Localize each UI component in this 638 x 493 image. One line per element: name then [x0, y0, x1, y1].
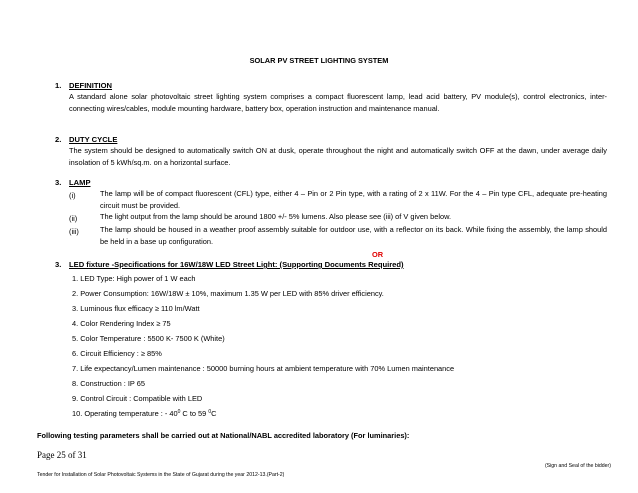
- led-spec-item: 1. LED Type: High power of 1 W each: [72, 274, 196, 283]
- led-spec-item: 2. Power Consumption: 16W/18W ± 10%, maximum 1.35 W per LED with 85% driver efficiency.: [72, 289, 384, 298]
- lamp-item-number: (ii): [69, 214, 78, 223]
- section-number: 2.: [55, 135, 62, 144]
- led-spec-item: 5. Color Temperature : 5500 K- 7500 K (White): [72, 334, 225, 343]
- duty-cycle-text: The system should be designed to automatically switch ON at dusk, operate throughout the night and automatically switch OFF at the dawn, under average daily insolation of 5 kWh/sq.m. on a horizontal surface.: [69, 146, 607, 167]
- sign-and-seal: (Sign and Seal of the bidder): [544, 463, 611, 469]
- operating-temp-suffix: C: [211, 409, 217, 418]
- testing-note: Following testing parameters shall be carried out at National/NABL accredited laboratory (For luminaries):: [37, 431, 410, 440]
- page-number: Page 25 of 31: [37, 450, 87, 460]
- lamp-item-number: (iii): [69, 227, 79, 236]
- operating-temp-mid: C to 59: [180, 409, 209, 418]
- operating-temp-prefix: 10. Operating temperature : - 40: [72, 409, 178, 418]
- led-spec-item: 6. Circuit Efficiency : ≥ 85%: [72, 349, 162, 358]
- section-heading-duty-cycle: DUTY CYCLE: [69, 135, 118, 144]
- lamp-item-text: The light output from the lamp should be around 1800 +/- 5% lumens. Also please see (iii) of V given below.: [100, 212, 452, 221]
- tender-footer: Tender for Installation of Solar Photovoltaic Systems in the State of Gujarat during the year 2012-13.(Part-2): [37, 472, 285, 478]
- or-separator: OR: [372, 250, 384, 259]
- led-spec-item: 7. Life expectancy/Lumen maintenance : 50000 burning hours at ambient temperature with 70% Lumen maintenance: [72, 364, 455, 373]
- lamp-item-text: The lamp should be housed in a weather proof assembly suitable for outdoor use, with a reflector on its back. While fixing the assembly, the lamp should be held in a base up configuration.: [100, 225, 607, 246]
- led-spec-item: 3. Luminous flux efficacy ≥ 110 lm/Watt: [72, 304, 200, 313]
- lamp-item-text: The lamp will be of compact fluorescent (CFL) type, either 4 – Pin or 2 Pin type, with a rating of 2 x 11W. For the 4 – Pin type CFL, adequate pre-heating circuit must be provided.: [100, 189, 607, 210]
- page-title: SOLAR PV STREET LIGHTING SYSTEM: [249, 56, 389, 65]
- section-heading-lamp: LAMP: [69, 178, 91, 187]
- section-heading-led: LED fixture -Specifications for 16W/18W LED Street Light: (Supporting Documents Required): [69, 260, 404, 269]
- led-spec-item: 9. Control Circuit : Compatible with LED: [72, 394, 203, 403]
- led-spec-item: 4. Color Rendering Index ≥ 75: [72, 319, 171, 328]
- section-number: 3.: [55, 260, 62, 269]
- degree-superscript: 0: [177, 409, 181, 415]
- led-spec-item: 8. Construction : IP 65: [72, 379, 145, 388]
- led-spec-item-operating-temperature: [72, 409, 216, 418]
- lamp-item-number: (i): [69, 191, 76, 200]
- section-number: 3.: [55, 178, 62, 187]
- section-heading-definition: DEFINITION: [69, 81, 113, 90]
- section-number: 1.: [55, 81, 62, 90]
- definition-text: A standard alone solar photovoltaic street lighting system comprises a compact fluorescent lamp, lead acid battery, PV module(s), control electronics, inter-connecting wires/cables, module mounting hardware, battery box, operation instruction and maintenance manual.: [69, 92, 607, 113]
- degree-superscript: 0: [208, 409, 212, 415]
